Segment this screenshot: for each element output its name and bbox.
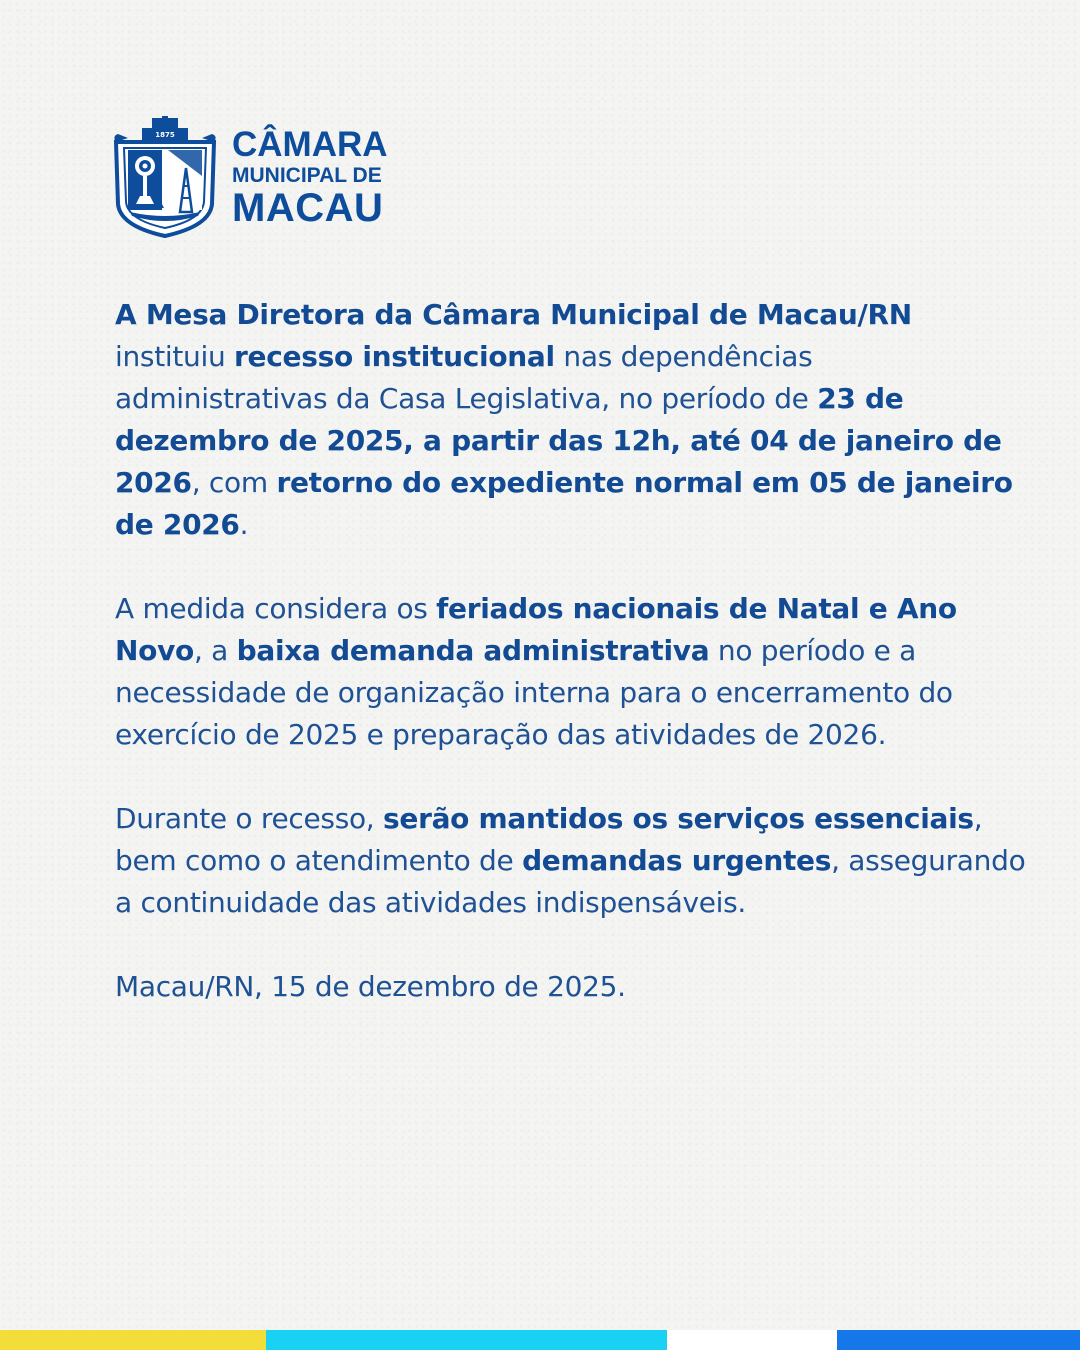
- segment: nas dependências administrativas da Casa Legislativa, no período de: [115, 340, 818, 415]
- segment: Durante o recesso,: [115, 802, 384, 835]
- segment: , assegurando a continuidade das atividades indispensáveis.: [115, 844, 1026, 919]
- paragraph-date-place: [115, 966, 1030, 1008]
- segment: 23 de dezembro de 2025, a partir das 12h, até 04 de janeiro de 2026: [115, 382, 1002, 499]
- segment: , bem como o atendimento de: [115, 802, 983, 877]
- paragraph-essential-services: [115, 798, 1030, 924]
- logo-line-macau: MACAU: [232, 185, 384, 230]
- segment: demandas urgentes: [522, 844, 832, 877]
- logo-wordmark: [232, 124, 388, 230]
- stripe-white: [667, 1330, 837, 1350]
- paragraph-justification: [115, 588, 1030, 756]
- segment: , com: [191, 466, 277, 499]
- segment: , a: [193, 634, 237, 667]
- segment: recesso institucional: [234, 340, 555, 373]
- emblem-year: 1875: [155, 131, 175, 139]
- segment: baixa demanda administrativa: [236, 634, 710, 667]
- segment: A Mesa Diretora da Câmara Municipal de Macau/RN: [115, 298, 912, 331]
- segment: no período e a necessidade de organização interna para o encerramento do exercício de 2025 e preparação das atividades de 2026.: [115, 634, 953, 751]
- logo: [112, 116, 388, 238]
- footer-color-stripes: [0, 1330, 1080, 1350]
- segment: instituiu: [115, 340, 235, 373]
- announcement-body: [115, 294, 1030, 1050]
- segment: .: [239, 508, 249, 541]
- segment: Macau/RN, 15 de dezembro de 2025.: [115, 970, 626, 1003]
- stripe-cyan: [266, 1330, 667, 1350]
- paragraph-recess-period: [115, 294, 1030, 546]
- logo-line-municipal: MUNICIPAL DE: [232, 163, 382, 187]
- segment: serão mantidos os serviços essenciais: [383, 802, 974, 835]
- stripe-yellow: [0, 1330, 266, 1350]
- segment: feriados nacionais de Natal e Ano Novo: [115, 592, 957, 667]
- stripe-blue: [837, 1330, 1080, 1350]
- coat-of-arms-icon: [112, 116, 218, 238]
- segment: A medida considera os: [115, 592, 437, 625]
- segment: retorno do expediente normal em 05 de janeiro de 2026: [115, 466, 1013, 541]
- logo-line-camara: CÂMARA: [232, 124, 388, 164]
